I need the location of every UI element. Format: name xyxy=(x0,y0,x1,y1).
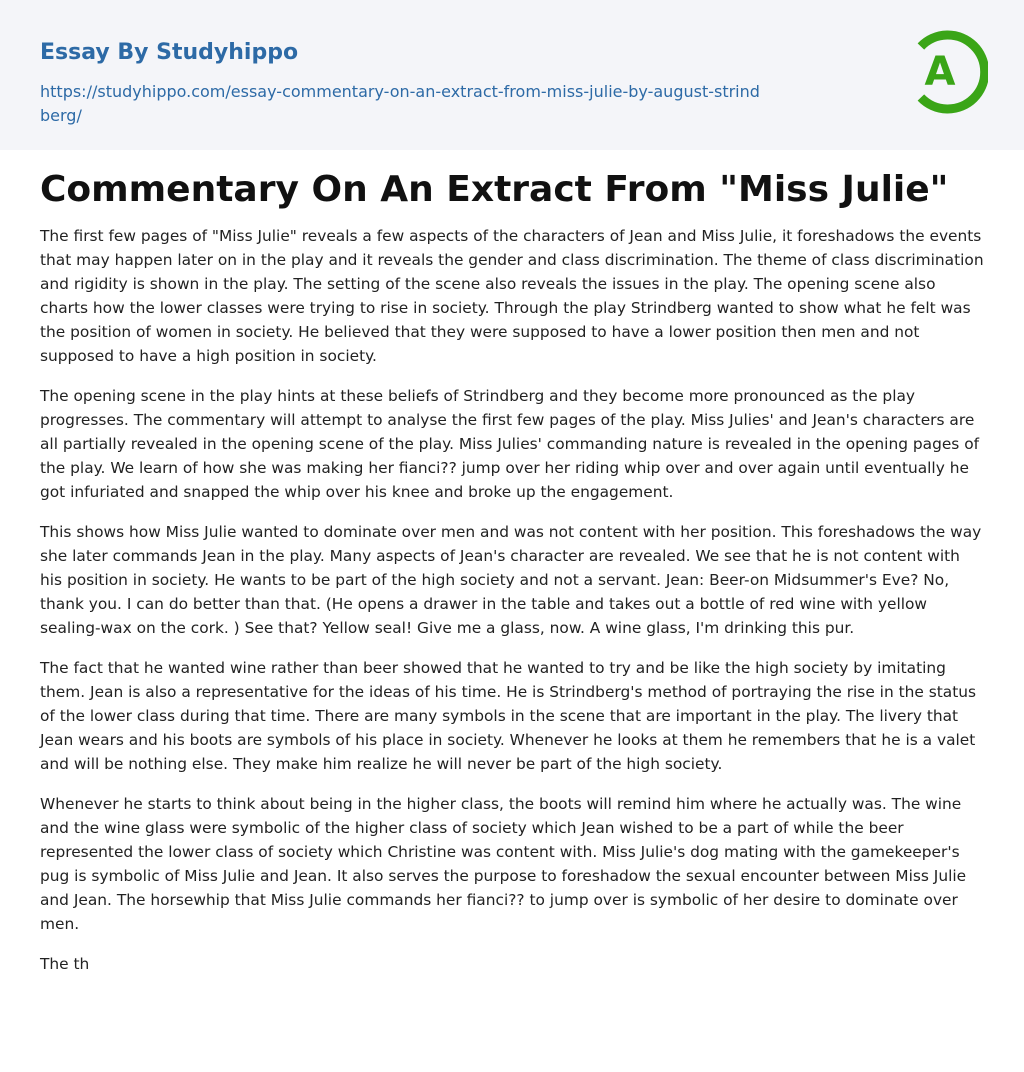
logo-letter: A xyxy=(924,49,956,95)
source-url-link[interactable]: https://studyhippo.com/essay-commentary-on-an-extract-from-miss-julie-by-august-strindberg/ xyxy=(40,82,760,125)
essay-paragraph: Whenever he starts to think about being in the higher class, the boots will remind him where he actually was. The wine and the wine glass were symbolic of the higher class of society which Jean wished to be a part of while the beer represented the lower class of society which Christine was content with. Miss Julie's dog mating with the gamekeeper's pug is symbolic of Miss Julie and Jean. It also serves the purpose to foreshadow the sexual encounter between Miss Julie and Jean. The horsewhip that Miss Julie commands her fianci?? to jump over is symbolic of her desire to dominate over men. xyxy=(40,795,967,933)
essay-paragraph-truncated: The th xyxy=(40,955,90,973)
essay-paragraph: The opening scene in the play hints at these beliefs of Strindberg and they become more pronounced as the play progresses. The commentary will attempt to analyse the first few pages of the play. Miss Julies' and Jean's characters are all partially revealed in the opening scene of the play. Miss Julies' commanding nature is revealed in the opening pages of the play. We learn of how she was making her fianci?? jump over her riding whip over and over again until eventually he got infuriated and snapped the whip over his knee and broke up the engagement. xyxy=(40,387,980,501)
site-brand[interactable]: Essay By Studyhippo xyxy=(40,40,299,65)
studyhippo-logo-icon[interactable] xyxy=(910,28,988,116)
essay-title: Commentary On An Extract From "Miss Julie" xyxy=(40,169,949,210)
essay-paragraph: The first few pages of "Miss Julie" reveals a few aspects of the characters of Jean and Miss Julie, it foreshadows the events that may happen later on in the play and it reveals the gender and class discrimination. The theme of class discrimination and rigidity is shown in the play. The setting of the scene also reveals the issues in the play. The opening scene also charts how the lower classes were trying to rise in society. Through the play Strindberg wanted to show what he felt was the position of women in society. He believed that they were supposed to have a lower position then men and not supposed to have a high position in society. xyxy=(40,227,984,365)
essay-paragraph: This shows how Miss Julie wanted to dominate over men and was not content with her position. This foreshadows the way she later commands Jean in the play. Many aspects of Jean's character are revealed. We see that he is not content with his position in society. He wants to be part of the high society and not a servant. Jean: Beer-on Midsummer's Eve? No, thank you. I can do better than that. (He opens a drawer in the table and takes out a bottle of red wine with yellow sealing-wax on the cork. ) See that? Yellow seal! Give me a glass, now. A wine glass, I'm drinking this pur. xyxy=(40,523,982,637)
essay-paragraph: The fact that he wanted wine rather than beer showed that he wanted to try and be like the high society by imitating them. Jean is also a representative for the ideas of his time. He is Strindberg's method of portraying the rise in the status of the lower class during that time. There are many symbols in the scene that are important in the play. The livery that Jean wears and his boots are symbols of his place in society. Whenever he looks at them he remembers that he is a valet and will be nothing else. They make him realize he will never be part of the high society. xyxy=(40,659,977,773)
essay-content xyxy=(0,168,1024,976)
site-header xyxy=(0,0,1024,150)
